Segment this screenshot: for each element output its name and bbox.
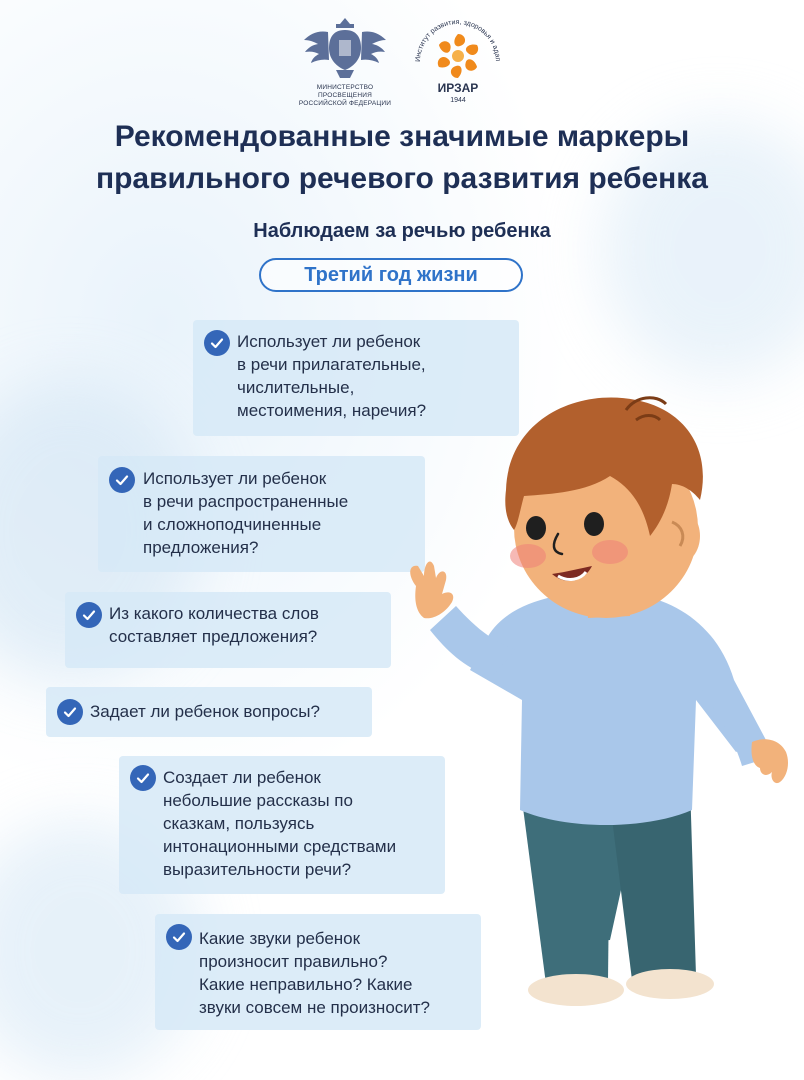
- irzar-logo: [410, 12, 506, 108]
- check-circle-icon: [76, 602, 102, 628]
- marker-card-4: [46, 687, 372, 737]
- child-illustration: [396, 380, 804, 1020]
- ministry-emblem-icon: [300, 12, 390, 82]
- logos-header: [0, 12, 804, 107]
- marker-card-2: [98, 456, 425, 572]
- ministry-logo: [290, 12, 400, 108]
- irzar-name: ИРЗАР: [437, 81, 479, 95]
- page-subtitle: Наблюдаем за речью ребенка: [253, 220, 551, 242]
- age-badge: Третий год жизни: [259, 258, 523, 292]
- check-circle-icon: [204, 330, 230, 356]
- ministry-name-line2: РОССИЙСКОЙ ФЕДЕРАЦИИ: [298, 100, 392, 107]
- title-line-2: правильного речевого развития ребенка: [95, 162, 708, 195]
- marker-text-3: Из какого количества слов составляет предложения?: [109, 604, 319, 646]
- check-circle-icon: [166, 924, 192, 950]
- marker-text-4: Задает ли ребенок вопросы?: [90, 702, 320, 721]
- marker-card-3: [65, 592, 391, 668]
- ministry-name-line1: МИНИСТЕРСТВО ПРОСВЕЩЕНИЯ: [316, 84, 374, 99]
- irzar-logo-icon: [410, 12, 506, 108]
- check-circle-icon: [109, 467, 135, 493]
- check-circle-icon: [57, 699, 83, 725]
- marker-text-2: Использует ли ребенок в речи распространенные и сложноподчиненные предложения?: [143, 469, 349, 557]
- title-line-1: Рекомендованные значимые маркеры: [114, 120, 690, 153]
- irzar-arc-text: Институт развития, здоровья и адап: [414, 18, 502, 63]
- marker-text-5: Создает ли ребенок небольшие рассказы по сказкам, пользуясь интонационными средствами выразительности речи?: [163, 768, 397, 879]
- marker-text-1: Использует ли ребенок в речи прилагательные, числительные, местоимения, наречия?: [237, 332, 427, 420]
- irzar-year: 1944: [450, 97, 466, 104]
- marker-text-6: Какие звуки ребенок произносит правильно? Какие неправильно? Какие звуки совсем не произносит?: [199, 929, 431, 1017]
- page-title: [0, 116, 804, 200]
- check-circle-icon: [130, 765, 156, 791]
